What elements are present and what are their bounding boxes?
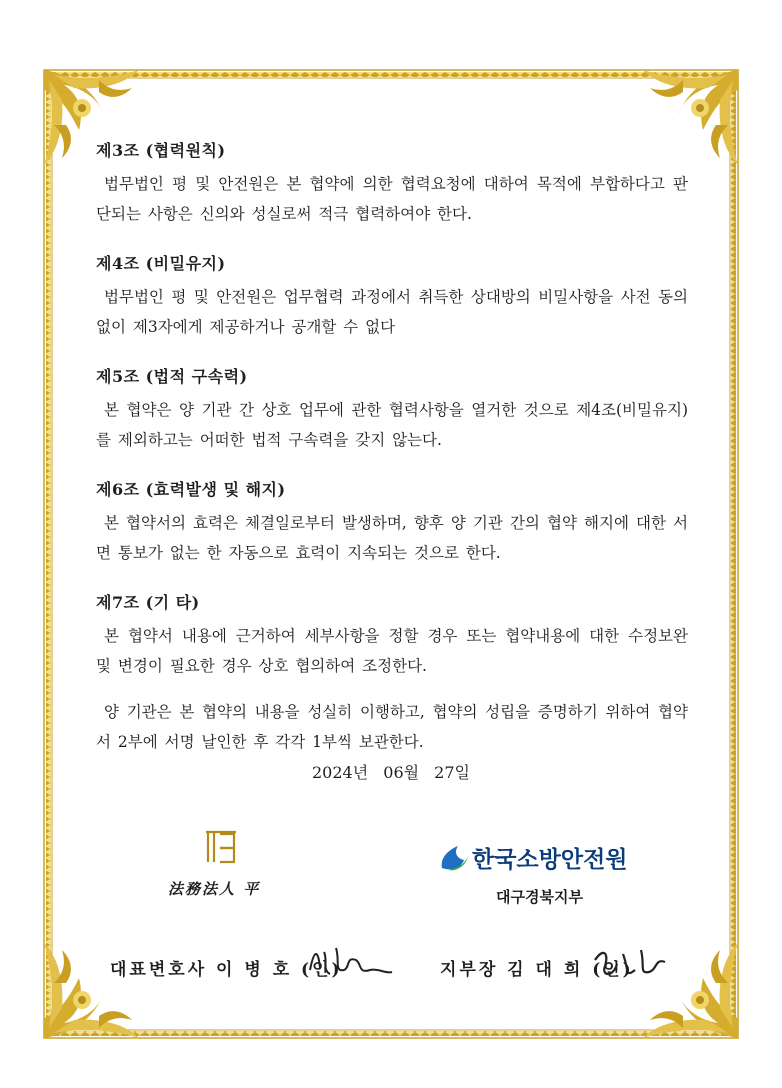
article-4 — [96, 251, 688, 342]
article-title: 제7조 (기 타) — [96, 593, 200, 612]
article-title: 제4조 (비밀유지) — [96, 254, 226, 273]
agency-signatory: 지부장 김 대 희 (인) — [440, 960, 634, 980]
article-text: 본 협약서 내용에 근거하여 세부사항을 정할 경우 또는 협약내용에 대한 수정보완 및 변경이 필요한 경우 상호 협의하여 조정한다. — [96, 627, 688, 675]
signing-date: 2024년 06월 27일 — [312, 763, 470, 782]
article-7 — [96, 590, 688, 681]
article-3 — [96, 138, 688, 229]
flame-logo-icon — [438, 840, 472, 874]
article-text: 본 협약서의 효력은 체결일로부터 발생하며, 향후 양 기관 간의 협약 해지에 대한 서면 통보가 없는 한 자동으로 효력이 지속되는 것으로 한다. — [96, 514, 688, 562]
article-title: 제6조 (효력발생 및 해지) — [96, 480, 286, 499]
article-text: 법무법인 평 및 안전원은 본 협약에 의한 협력요청에 대하여 목적에 부합하다고 판단되는 사항은 신의와 성실로써 적극 협력하여야 한다. — [96, 175, 688, 223]
article-6 — [96, 477, 688, 568]
article-text: 본 협약은 양 기관 간 상호 업무에 관한 협력사항을 열거한 것으로 제4조(비밀유지)를 제외하고는 어떠한 법적 구속력을 갖지 않는다. — [96, 401, 688, 449]
law-firm-signatory: 대표변호사 이 병 호 (인) — [110, 960, 343, 980]
article-text: 법무법인 평 및 안전원은 업무협력 과정에서 취득한 상대방의 비밀사항을 사전 동의 없이 제3자에게 제공하거나 공개할 수 없다 — [96, 288, 688, 336]
agreement-body — [96, 138, 688, 757]
article-5 — [96, 364, 688, 455]
article-title: 제3조 (협력원칙) — [96, 141, 226, 160]
agency-branch: 대구경북지부 — [496, 888, 583, 906]
agency-logo — [438, 840, 658, 907]
handwritten-signature-icon — [300, 930, 400, 990]
article-title: 제5조 (법적 구속력) — [96, 367, 248, 386]
agency-name: 한국소방안전원 — [472, 846, 628, 873]
handwritten-signature-icon — [585, 930, 680, 990]
law-firm-name-seal: 法務法人 平 — [168, 880, 261, 898]
closing-statement: 양 기관은 본 협약의 내용을 성실히 이행하고, 협약의 성립을 증명하기 위하여 협약서 2부에 서명 날인한 후 각각 1부씩 보관한다. — [96, 703, 688, 751]
